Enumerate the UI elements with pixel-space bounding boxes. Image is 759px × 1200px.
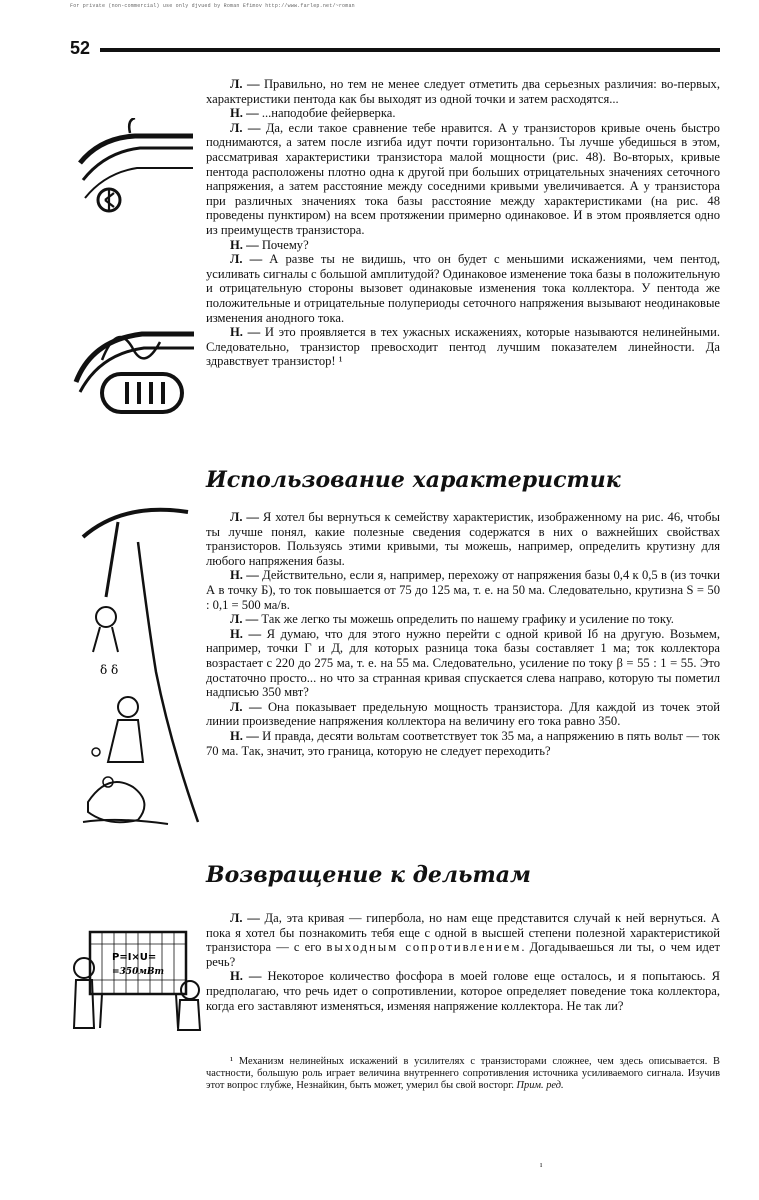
page-number: 52 [70, 38, 91, 58]
paragraph-text: Так же легко ты можешь определить по нашему графику и усиление по току. [258, 612, 674, 627]
paragraph [206, 911, 720, 969]
paragraph-text: Действительно, если я, например, перехожу от напряжения базы 0,4 к 0,5 в (из точки А в точку Б), то ток повышается от 75 до 125 ма, т. е. на 50 ма. Следовательно, крутизна S = 50 : 0,1 = 500 ма/в. [206, 568, 721, 612]
footnote [206, 1056, 720, 1092]
speaker: Н. — [230, 325, 261, 340]
watermark: For private (non-commercial) use only djvued by Roman Efimov http://www.farlep.net/~roman [70, 3, 355, 9]
speaker: Н. — [230, 106, 259, 121]
miner-illustration [78, 502, 200, 827]
speaker: Л. — [230, 77, 260, 91]
paragraph [206, 238, 720, 253]
paragraph [206, 325, 720, 369]
paragraph [206, 568, 720, 612]
speaker: Н. — [230, 626, 262, 641]
svg-text:δ δ: δ δ [100, 663, 119, 677]
paragraph-text: Она показывает предельную мощность транзистора. Для каждой из точек этой линии произведение напряжения коллектора на величину его тока равно 350. [206, 699, 721, 729]
speaker: Н. — [230, 237, 259, 252]
paragraph [206, 106, 720, 121]
paragraph-text: Да, если такое сравнение тебе нравится. А у транзисторов кривые очень быстро поднимаются, а затем после изгиба идут почти горизонтально. Ты лучше убедишься в этом, рассматривая характеристики транзистора малой мощности (рис. 48). Во-вторых, кривые пентода расположены плотно одна к другой при больших отрицательных значениях сеточного напряжения, а затем расстояние между соседними кривыми увеличивается. А у транзистора при различных значениях тока базы расстояние между характеристиками (на рис. 48 проведены пунктиром) на всем протяжении примерно одинаковое. И в этом проявляется одно из преимуществ транзистора. [206, 120, 720, 237]
paragraph [206, 729, 720, 758]
paragraph [206, 969, 720, 1013]
board-formula: P=I×U= [112, 952, 157, 963]
blackboard-illustration [72, 928, 204, 1032]
speaker: Н. — [230, 969, 262, 984]
paragraph-text: Почему? [258, 237, 309, 252]
paragraph [206, 252, 720, 325]
board-value: =350мВт [112, 967, 165, 977]
paragraph [206, 121, 720, 238]
speaker: Л. — [230, 120, 261, 135]
speaker: Н. — [230, 568, 259, 583]
paragraph-text: Я хотел бы вернуться к семейству характеристик, изображенному на рис. 46, чтобы ты лучше понял, какие полезные сведения содержатся в них о важнейших свойствах транзисторов. Пользуясь этими кривыми, ты можешь, например, определить крутизну для любого напряжения базы. [206, 510, 720, 568]
paragraph-text: Некоторое количество фосфора в моей голове еще осталось, и я попытаюсь. Я предполагаю, что речь идет о сопротивлении, которое определяет поведение тока коллектора, когда его заставляют изменяться, изменяя напряжение коллектора. Не так ли? [206, 969, 721, 1013]
section-heading-characteristics: Использование характеристик [206, 467, 621, 493]
dialogue-block-1 [206, 77, 720, 369]
paragraph-text: Правильно, но тем не менее следует отметить два серьезных различия: во-первых, характеристики пентода как бы выходят из одной точки и затем расходятся... [206, 77, 720, 106]
paragraph [206, 77, 720, 106]
speaker: Л. — [230, 510, 260, 524]
paragraph-text: ...наподобие фейерверка. [258, 106, 396, 121]
dialogue-block-3 [206, 911, 720, 1013]
page-header [70, 38, 720, 58]
paragraph [206, 700, 720, 729]
speaker: Л. — [230, 252, 263, 267]
paragraph-text: И это проявляется в тех ужасных искажениях, которые называются нелинейными. Следовательно, транзистор превосходит пентод лучшим показателем линейности. Да здравствует транзистор! ¹ [206, 325, 720, 369]
footnote-text: ¹ Механизм нелинейных искажений в усилителях с транзисторами сложнее, чем здесь описывается. В частности, большую роль играет величина внутреннего сопротивления источника усиливаемого сигнала. Изучив этот вопрос глубже, Незнайкин, быть может, умерил бы свой восторг. [206, 1056, 720, 1091]
paragraph-text: Да, эта кривая — гипербола, но нам еще представится случай к ней вернуться. А пока я хотел бы познакомить тебя еще с одной в высшей степени полезной характеристикой транзистора — с его [206, 911, 720, 955]
paragraph-text: И правда, десяти вольтам соответствует ток 35 ма, а напряжению в пять вольт — ток 70 ма. Так, значит, это граница, которую не следует переходить? [206, 728, 720, 758]
speaker: Л. — [230, 699, 262, 714]
paragraph-text: . Догадываешься ли ты, о чем идет речь? [206, 940, 720, 969]
footnote-signature: Прим. ред. [513, 1080, 564, 1091]
page-mark: ı [540, 1160, 543, 1169]
dialogue-block-2 [206, 510, 720, 758]
footnote-paragraph [206, 1056, 720, 1092]
paragraph-text: А разве ты не видишь, что он будет с меньшими искажениями, чем пентод, усиливать сигналы с большой амплитудой? Одинаковое изменение тока базы в положительную и отрицательную стороны вызовет одинаковые изменения тока коллектора. У пентода же положительные и отрицательные полупериоды сеточного напряжения вызывают неодинаковые изменения анодного тока. [206, 252, 721, 325]
paragraph [206, 612, 720, 627]
paragraph [206, 627, 720, 700]
paragraph-text: Я думаю, что для этого нужно перейти с одной кривой Iб на другую. Возьмем, например, точки Г и Д, для которых разница тока базы составляет 1 ма; ток коллектора возрастает с 220 до 275 ма, т. е. на 55 ма. Следовательно, усиление по току β = 55 : 1 = 55. Это достаточно просто... но что за странная кривая спускается слева направо, которую ты пометил надписью 350 мвт? [206, 626, 721, 700]
speaker: Л. — [230, 911, 260, 925]
speaker: Н. — [230, 728, 259, 743]
section-heading-deltas: Возвращение к дельтам [206, 862, 531, 888]
tube-wave-illustration [72, 312, 197, 422]
speaker: Л. — [230, 612, 259, 627]
paragraph [206, 510, 720, 568]
header-rule [100, 48, 720, 52]
spaced-term: выходным сопротивлением [326, 940, 522, 955]
curves-illustration [75, 118, 195, 228]
